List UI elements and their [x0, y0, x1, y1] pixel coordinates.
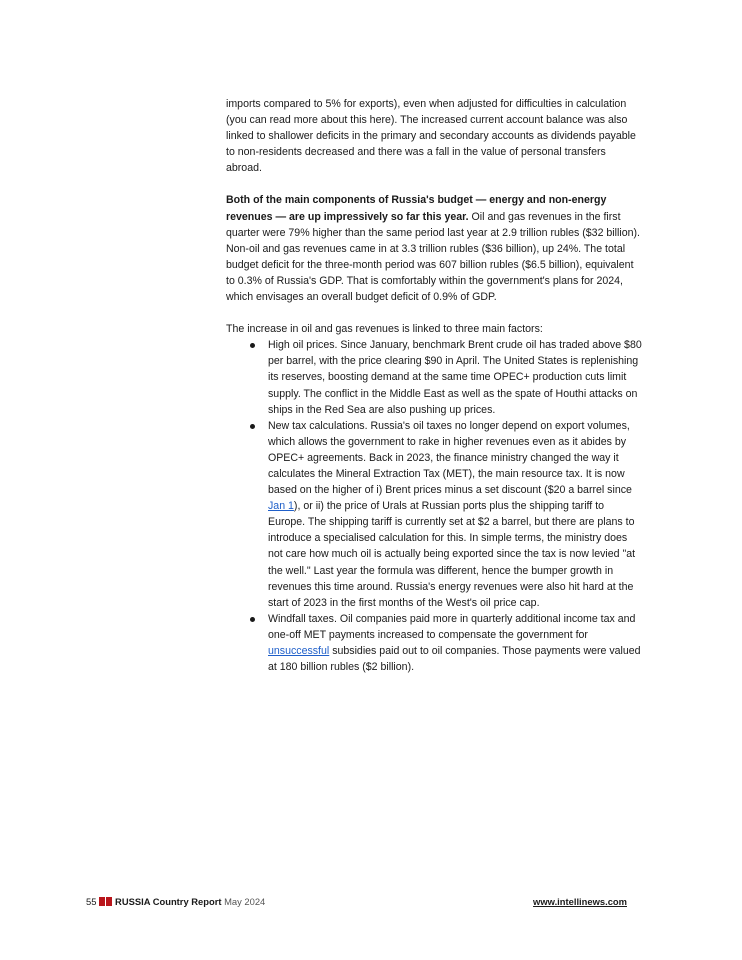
website-link[interactable]: www.intellinews.com	[533, 896, 627, 907]
budget-bold-lead: Both of the main components of Russia's budget — energy and non-energy revenues — are up impressively so far this year.	[226, 194, 607, 223]
list-item	[226, 337, 644, 417]
budget-body: Oil and gas revenues in the first quarter were 79% higher than the same period last year at 2.9 trillion rubles ($32 billion). Non-oil and gas revenues came in at 3.3 trillion rubles ($36 billion), up 24%. The total budget deficit for the three-month period was 607 billion rubles ($6.5 billion), equivalent to 0.3% of Russia's GDP. That is comfortably within the government's plans for 2024, which envisages an overall budget deficit of 0.9% of GDP.	[226, 210, 640, 304]
bullet-text: ), or ii) the price of Urals at Russian ports plus the shipping tariff to Europe. The shipping tariff is currently set at $2 a barrel, but there are plans to introduce a specialised calculation for this. In simple terms, the ministry does not care how much oil is actually being exported since the tax is now levied "at the well." Last year the formula was different, hence the bumper growth in revenues this time around. Russia's energy revenues were also hit hard at the start of 2023 in the first months of the West's oil price cap.	[268, 500, 636, 609]
jan1-link[interactable]: Jan 1	[268, 500, 294, 513]
page-number: 55	[86, 896, 97, 907]
bullet-icon	[250, 617, 255, 622]
bullet-icon	[250, 343, 255, 348]
bullet-text: New tax calculations. Russia's oil taxes no longer depend on export volumes, which allows the government to rake in higher revenues even as it abides by OPEC+ agreements. Back in 2023, the finance ministry changed the way it calculates the Mineral Extraction Tax (MET), the main resource tax. It is now based on the higher of i) Brent prices minus a set discount ($20 a barrel since	[268, 419, 632, 497]
bullet-text: High oil prices. Since January, benchmark Brent crude oil has traded above $80 per barrel, with the price clearing $90 in April. The United States is replenishing its reserves, boosting demand at the same time OPEC+ production cuts limit supply. The conflict in the Middle East as well as the spate of Houthi attacks on ships in the Red Sea are also pushing up prices.	[268, 339, 642, 416]
country-report-label: RUSSIA Country Report	[115, 896, 222, 907]
bullet-text: subsidies paid out to oil companies. Those payments were valued at 180 billion rubles ($2 billion).	[268, 645, 641, 674]
bullet-text: Windfall taxes. Oil companies paid more in quarterly additional income tax and one-off MET payments increased to compensate the government for	[268, 612, 636, 641]
factors-intro: The increase in oil and gas revenues is linked to three main factors:	[226, 323, 543, 336]
footer-left	[86, 896, 265, 908]
budget-paragraph	[226, 192, 644, 305]
list-item	[226, 418, 644, 611]
list-item	[226, 611, 644, 675]
report-body	[226, 96, 644, 675]
report-date: May 2024	[224, 896, 266, 907]
factors-list	[226, 337, 644, 675]
unsuccessful-link[interactable]: unsuccessful	[268, 645, 330, 657]
intellinews-logo-icon	[99, 897, 112, 906]
intro-paragraph: imports compared to 5% for exports), even when adjusted for difficulties in calculation (you can read more about this here). The increased current account balance was also linked to shallower deficits in the primary and secondary accounts as dividends payable to non-residents decreased and there was a fall in the value of personal transfers abroad.	[226, 98, 636, 175]
bullet-icon	[250, 424, 255, 429]
